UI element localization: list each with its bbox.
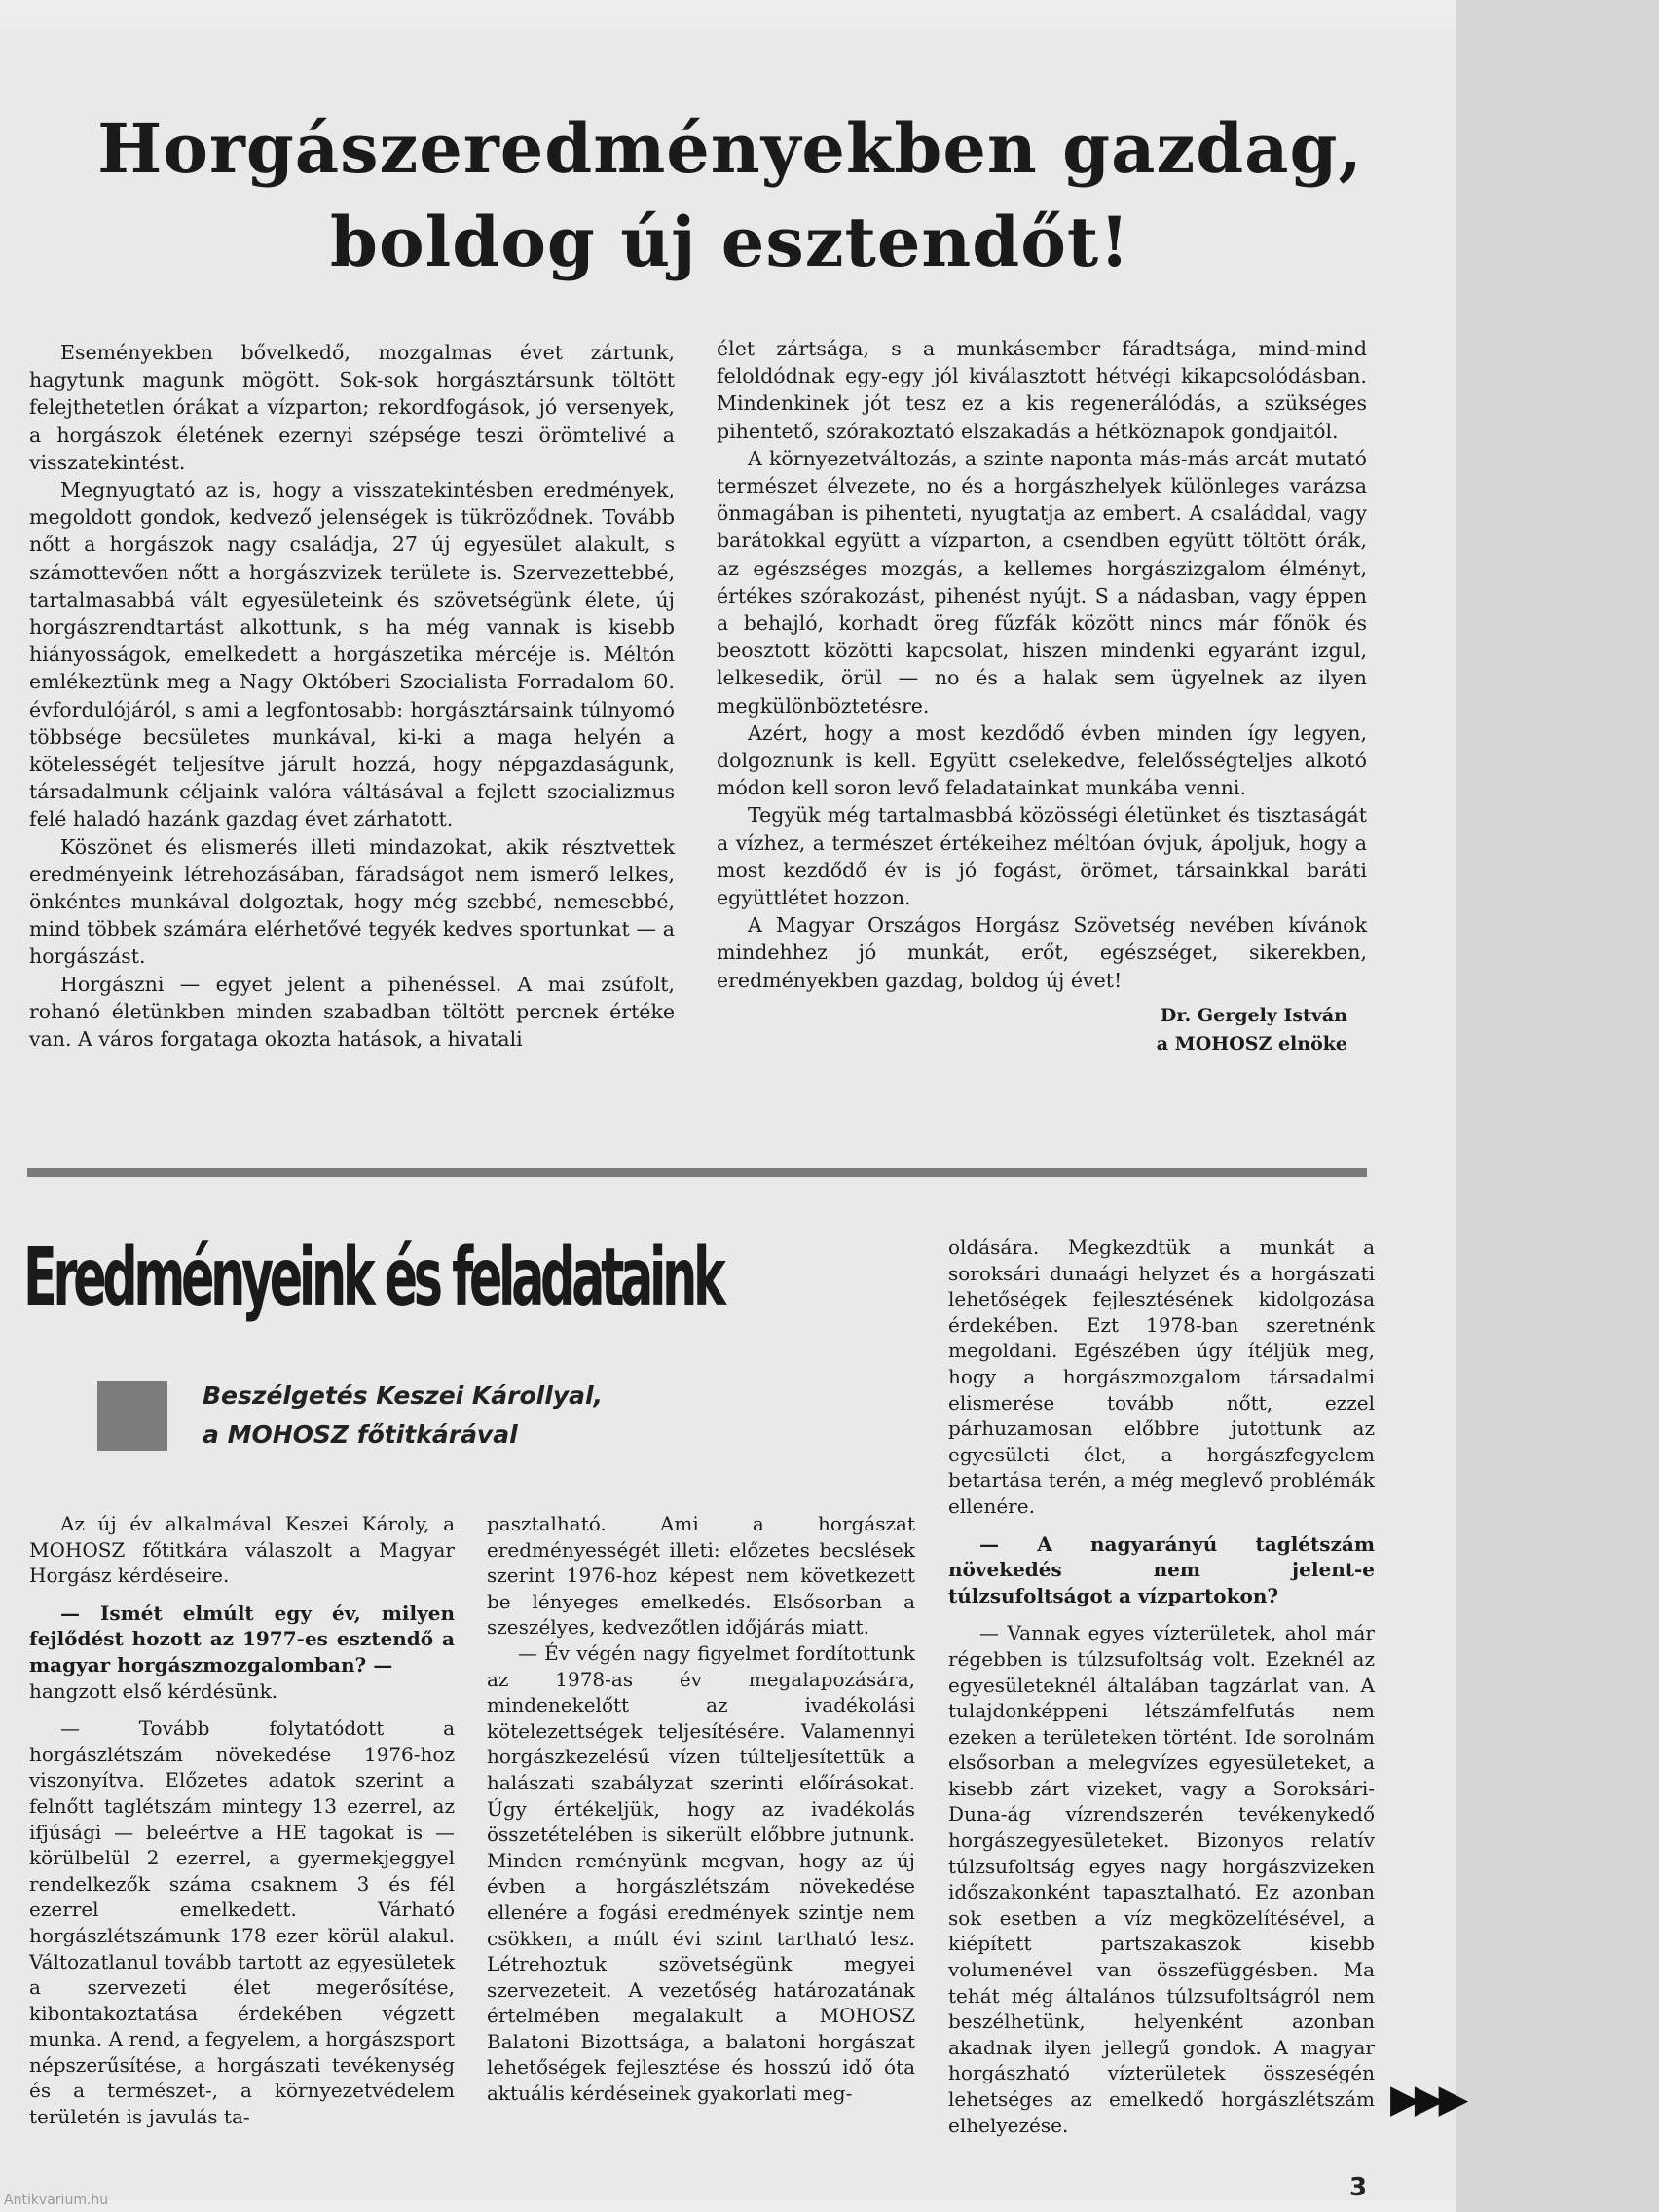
signature [717, 1002, 1367, 1058]
subtitle-line: Beszélgetés Keszei Károllyal, [203, 1382, 604, 1410]
interview-question: — A nagyarányú taglétszám növekedés nem jelent-e túlzsufoltságot a vízpartokon? [948, 1531, 1375, 1607]
interview-subtitle [203, 1377, 670, 1455]
paragraph: A Magyar Országos Horgász Szövetség nevében kívánok mindehhez jó munkát, erőt, egészséget, sikerekben, eredményekben gazdag, boldog új évet! [717, 913, 1367, 992]
interview-column-2 [487, 1511, 915, 2107]
signature-role: a MOHOSZ elnöke [1156, 1032, 1347, 1054]
paragraph: Az új év alkalmával Keszei Károly, a MOHOSZ főtitkára válaszolt a Magyar Horgász kérdéseire. [29, 1512, 455, 1588]
signature-name: Dr. Gergely István [1160, 1004, 1347, 1026]
paragraph: Megnyugtató az is, hogy a visszatekintésben eredmények, megoldott gondok, kedvező jelenségek is tükröződnek. Tovább nőtt a horgászok nagy családja, 27 új egyesület alakult, s számottevően nőtt a horgászvizek területe is. Szervezettebbé, tartalmasabbá vált egyesületeink és szövetségünk élete, új horgászrendtartást alkottunk, s ha még vannak is kisebb hiányosságok, emelkedett a horgászetika mércéje is. Méltón emlékeztünk meg a Nagy Októberi Szocialista Forradalom 60. évfordulójáról, s ami a legfontosabb: horgásztársaink túlnyomó többsége becsületes munkával, ki-ki a maga helyén a kötelességét teljesítve járult hozzá, hogy népgazdaságunk, társadalmunk céljaink valóra váltásával a fejlett szocializmus felé haladó hazánk gazdag évet zárhatott. [29, 478, 675, 831]
watermark: Antikvarium.hu [4, 2193, 109, 2208]
interview-title: Eredményeink és feladataink [23, 1232, 722, 1324]
paragraph: Azért, hogy a most kezdődő évben minden így legyen, dolgoznunk is kell. Együtt cselekedve, felelősségteljes alkotó módon kell soron levő feladatainkat munkába venni. [717, 720, 1367, 800]
paragraph: A környezetváltozás, a szinte naponta más-más arcát mutató természet élvezete, no és a horgászhelyek különleges varázsa önmagában is pihenteti, nyugtatja az embert. A családdal, vagy barátokkal együtt a vízparton, a csendben együtt töltött órák, az egészséges mozgás, a kellemes horgászizgalom élményt, értékes szórakozást, pihenést nyújt. S a nádasban, vagy éppen a behajló, korhadt öreg fűzfák között nincs már főnök és beosztott közötti kapcsolat, hiszen mindenki egyaránt izgul, lelkesedik, örül — no és a halak sem ügyelnek az ilyen megkülönböztetésre. [717, 446, 1367, 718]
interview-answer: — Év végén nagy figyelmet fordítottunk az 1978-as év megalapozására, mindenekelőtt az ivadékolási kötelezettségek teljesítésére. Valamennyi horgászkezelésű vízen túlteljesítettük a halászati szabályzat szerinti előírásokat. Úgy értékeljük, hogy az ivadékolás összetételében is sikerült előbbre jutnunk. Minden reményünk megvan, hogy az új évben a horgászlétszám növekedése ellenére a fogási eredmények szintje nem csökken, a múlt évi szint tartható lesz. Létrehoztuk szövetségünk megyei szervezeteit. A vezetőség határozatának értelmében megalakult a MOHOSZ Balatoni Bizottsága, a balatoni horgászat lehetőségek fejlesztése és hosszú idő óta aktuális kérdéseinek gyakorlati meg- [487, 1641, 915, 2106]
paragraph: Eseményekben bővelkedő, mozgalmas évet zártunk, hagytunk magunk mögött. Sok-sok horgásztársunk töltött felejthetetlen órákat a vízparton; rekordfogások, jó versenyek, a horgászok életének ezernyi szépsége teszi örömtelivé a visszatekintést. [29, 341, 675, 474]
paragraph-continuation: pasztalható. Ami a horgászat eredményességét illeti: előzetes becslések szerint 1976-hoz képest nem következett be lényeges emelkedés. Elsősorban a szeszélyes, kedvezőtlen időjárás miatt. [487, 1512, 915, 1640]
main-article-left-column [29, 339, 675, 1052]
paragraph: hangzott első kérdésünk. [29, 1678, 278, 1703]
right-margin-shade [1456, 0, 1659, 2212]
main-article-title: Horgászeredményekben gazdag, boldog új esztendőt! [97, 108, 1363, 282]
continue-arrows-icon: ▶▶▶ [1390, 2077, 1463, 2121]
decorative-square [97, 1381, 167, 1451]
interview-question: — Ismét elmúlt egy év, milyen fejlődést hozott az 1977-es esztendő a magyar horgászmozgalomban? — [29, 1601, 455, 1677]
subtitle-line: a MOHOSZ főtitkárával [203, 1420, 518, 1449]
paragraph-continuation: élet zártsága, s a munkásember fáradtsága, mind-mind feloldódnak egy-egy jól kiválasztott hétvégi kikapcsolódásban. Mindenkinek jót tesz ez a kis regenerálódás, a szükséges pihentető, szórakoztató elszakadás a hétköznapok gondjaitól. [717, 337, 1367, 443]
main-article-right-column [717, 335, 1367, 1058]
interview-answer: — Vannak egyes vízterületek, ahol már régebben is túlzsufoltság volt. Ezeknél az egyesületeknél általában tagzárlat van. A tulajdonképpeni létszámfelfutás nem ezeken a területeken történt. Ide sorolnám elsősorban a melegvízes egyesületeket, a kisebb zárt vizeket, vagy a Soroksári-Duna-ág vízrendszerén tevékenykedő horgászegyesületeket. Bizonyos relatív túlzsufoltság egyes nagy horgászvizeken időszakonként tapasztalható. Ez azonban sok esetben a víz megközelítésével, a kiépített partszakaszok kisebb volumenével van összefüggésben. Ma tehát még általános túlzsufoltságról nem beszélhetünk, helyenként azonban akadnak ilyen jellegű gondok. A magyar horgászható vízterületek összeségén lehetséges az emelkedő horgászlétszám elhelyezése. [948, 1621, 1375, 2137]
paragraph: Horgászni — egyet jelent a pihenéssel. A mai zsúfolt, rohanó életünkben minden szabadban töltött percnek értéke van. A város forgataga okozta hatások, a hivatali [29, 972, 675, 1051]
paragraph: Tegyük még tartalmasbbá közösségi életünket és tisztaságát a vízhez, a természet értékeihez méltóan óvjuk, ápoljuk, hogy a most kezdődő év is jó fogást, örömet, társainkkal baráti együttlétet hozzon. [717, 803, 1367, 910]
section-divider [27, 1168, 1367, 1177]
interview-column-3 [948, 1235, 1375, 2138]
interview-answer: — Tovább folytatódott a horgászlétszám növekedése 1976-hoz viszonyítva. Előzetes adatok szerint a felnőtt taglétszám mintegy 13 ezerrel, az ifjúsági — beleértve a HE tagokat is — körülbelül 2 ezerrel, a gyermekjeggyel rendelkezők száma csaknem 3 és fél ezerrel emelkedett. Várható horgászlétszámunk 178 ezer körül alakul. Változatlanul tovább tartott az egyesületek a szervezeti élet megerősítése, kibontakoztatása érdekében végzett munka. A rend, a fegyelem, a horgászsport népszerűsítése, a horgászati tevékenység és a természet-, a környezetvédelem területén is javulás ta- [29, 1716, 455, 2129]
paragraph-continuation: oldására. Megkezdtük a munkát a soroksári dunaági helyzet és a horgászati lehetőségek fejlesztésének kidolgozása érdekében. Ezt 1978-ban szeretnénk megoldani. Egészében úgy ítéljük meg, hogy a horgászmozgalom társadalmi elismerése tovább nőtt, ezzel párhuzamosan előbbre jutottunk az egyesületi élet, a horgászfegyelem betartása terén, a még meglevő problémák ellenére. [948, 1235, 1375, 1518]
interview-column-1 [29, 1511, 455, 2130]
page-number: 3 [1349, 2173, 1368, 2202]
paragraph: Köszönet és elismerés illeti mindazokat, akik résztvettek eredményeink létrehozásában, fáradságot nem ismerő lelkes, önkéntes munkával dolgoztak, hogy még szebbé, nemesebbé, mind többek számára elérhetővé tegyék kedves sportunkat — a horgászást. [29, 834, 675, 969]
